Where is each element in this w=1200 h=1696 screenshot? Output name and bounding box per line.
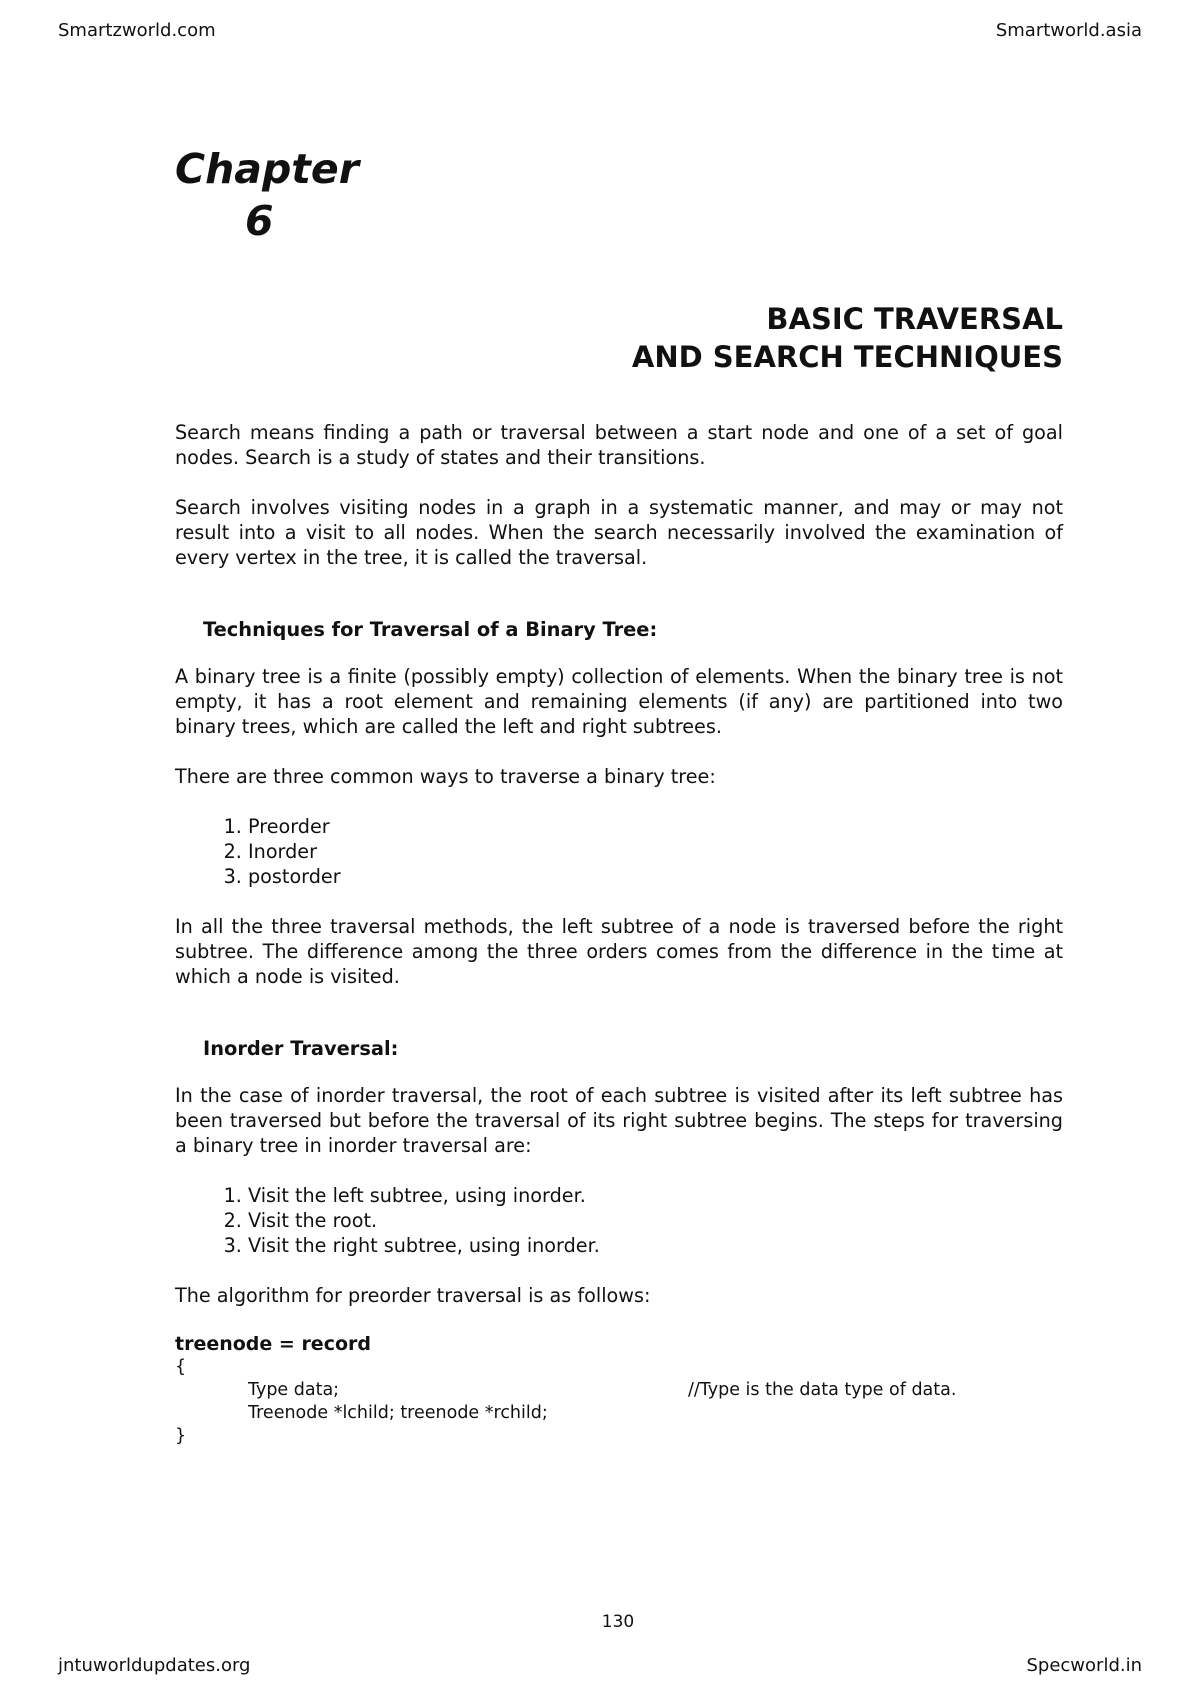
code-close-brace: } [175,1426,187,1446]
section-heading-traversal-techniques: Techniques for Traversal of a Binary Tree: [203,618,658,641]
list-item: 2. Inorder [248,839,1063,864]
binary-tree-definition: A binary tree is a finite (possibly empty) collection of elements. When the binary tree is not empty, it has a root element and remaining elements (if any) are partitioned into two binary trees, which are called the left and right subtrees. [175,665,1063,738]
list-item: 3. Visit the right subtree, using inorder. [248,1233,1063,1258]
chapter-label: Chapter [175,145,359,193]
traversal-difference-paragraph: In all the three traversal methods, the left subtree of a node is traversed before the right subtree. The difference among the three orders comes from the difference in the time at which a node is visited. [175,915,1063,988]
footer-right-watermark: Specworld.in [1026,1655,1142,1676]
code-line-children: Treenode *lchild; treenode *rchild; [248,1403,548,1423]
traversal-ways-intro: There are three common ways to traverse a binary tree: [175,765,716,788]
intro-paragraph-1: Search means finding a path or traversal between a start node and one of a set of goal nodes. Search is a study of states and their transitions. [175,421,1063,469]
code-line-record: treenode = record [175,1333,371,1355]
code-comment: //Type is the data type of data. [688,1380,957,1400]
list-item: 1. Visit the left subtree, using inorder. [248,1183,1063,1208]
code-line-type: Type data; [248,1380,340,1400]
section-heading-inorder: Inorder Traversal: [203,1037,399,1060]
chapter-title-line2: AND SEARCH TECHNIQUES [631,340,1063,374]
inorder-description: In the case of inorder traversal, the root of each subtree is visited after its left subtree has been traversed but before the traversal of its right subtree begins. The steps for traversing a binary tree in inorder traversal are: [175,1084,1063,1157]
chapter-number: 6 [245,197,274,245]
list-item: 3. postorder [248,864,1063,889]
header-right-watermark: Smartworld.asia [995,20,1142,41]
inorder-steps-list [175,1183,1063,1258]
footer-left-watermark: jntuworldupdates.org [58,1655,251,1676]
header-left-watermark: Smartzworld.com [58,20,216,41]
list-item: 1. Preorder [248,814,1063,839]
page-number: 130 [601,1612,635,1632]
chapter-title-line1: BASIC TRAVERSAL [766,302,1063,336]
code-open-brace: { [175,1357,187,1377]
intro-paragraph-2: Search involves visiting nodes in a graph in a systematic manner, and may or may not result into a visit to all nodes. When the search necessarily involved the examination of every vertex in the tree, it is called the traversal. [175,496,1063,569]
algorithm-intro: The algorithm for preorder traversal is as follows: [175,1284,651,1307]
code-block [175,1333,1063,1448]
chapter-title [632,300,1063,376]
main-content [175,420,1063,1448]
list-item: 2. Visit the root. [248,1208,1063,1233]
traversal-list [175,814,1063,889]
